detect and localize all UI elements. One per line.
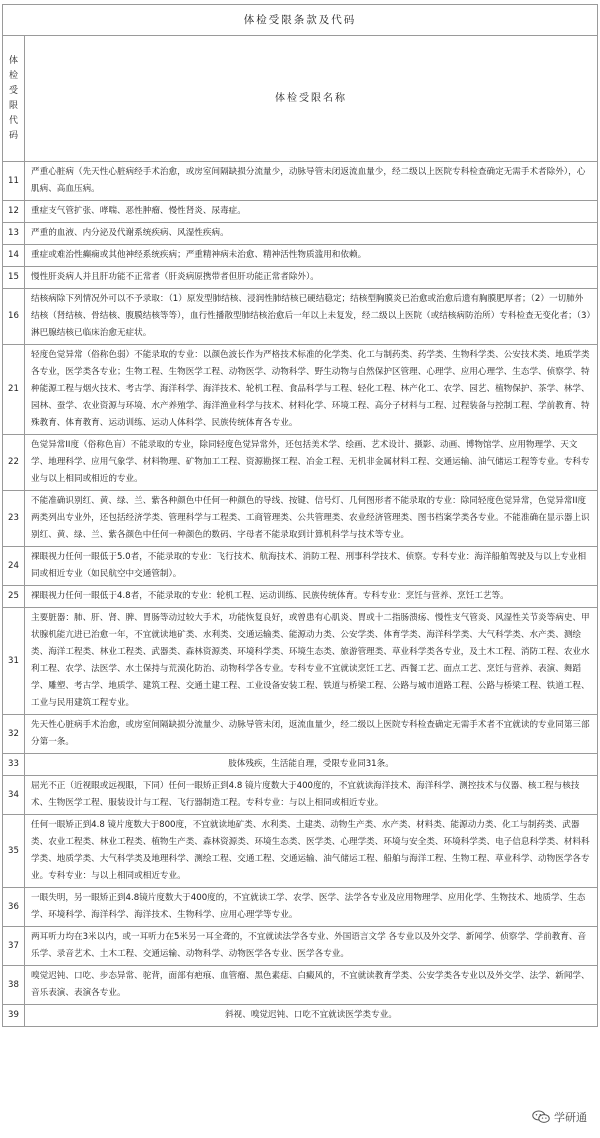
table-title: 体检受限条款及代码 bbox=[3, 5, 598, 36]
restriction-description: 两耳听力均在3米以内，或一耳听力在5米另一耳全聋的，不宜就读法学各专业、外国语言文学 各专业以及外交学、新闻学、侦察学、学前教育、音乐学、录音艺术、土木工程、交通运输、动物科学、动物医学各专业、医学各专业。 bbox=[25, 927, 598, 966]
restriction-description: 结核病除下列情况外可以不予录取：（1）原发型肺结核、浸润性肺结核已硬结稳定；结核型胸膜炎已治愈或治愈后遗有胸膜肥厚者；（2）一切肺外结核（肾结核、骨结核、腹膜结核等等），血行性播散型肺结核治愈后一年以上未复发，经二级以上医院（或结核病防治所）专科检查无变化者；（3）淋巴腺结核已临床治愈无症状。 bbox=[25, 289, 598, 345]
restriction-code: 25 bbox=[3, 586, 25, 608]
restriction-code: 24 bbox=[3, 547, 25, 586]
table-row bbox=[3, 162, 598, 201]
table-row bbox=[3, 491, 598, 547]
restriction-description: 色觉异常II度（俗称色盲）不能录取的专业，除同轻度色觉异常外，还包括美术学、绘画、艺术设计、摄影、动画、博物馆学、应用物理学、天文学、地理科学、应用气象学、材料物理、矿物加工工程、资源勘探工程、冶金工程、无机非金属材料工程、交通运输、油气储运工程等专业。专科专业与以上相同或相近的专业。 bbox=[25, 435, 598, 491]
table-row bbox=[3, 966, 598, 1005]
table-row bbox=[3, 608, 598, 715]
table-row bbox=[3, 435, 598, 491]
restriction-description: 严重心脏病（先天性心脏病经手术治愈，或房室间隔缺损分流量少，动脉导管未闭返流血量少，经二级以上医院专科检查确定无需手术者除外），心肌病、高血压病。 bbox=[25, 162, 598, 201]
code-column-header bbox=[3, 36, 25, 162]
restriction-code: 34 bbox=[3, 776, 25, 815]
restriction-code: 39 bbox=[3, 1005, 25, 1027]
table-row bbox=[3, 776, 598, 815]
table-row bbox=[3, 245, 598, 267]
table-row bbox=[3, 345, 598, 435]
restriction-code: 21 bbox=[3, 345, 25, 435]
restriction-description: 慢性肝炎病人并且肝功能不正常者（肝炎病原携带者但肝功能正常者除外）。 bbox=[25, 267, 598, 289]
table-row bbox=[3, 888, 598, 927]
restriction-description: 任何一眼矫正到4.8 镜片度数大于800度，不宜就读地矿类、水利类、土建类、动物生产类、水产类、材料类、能源动力类、化工与制药类、武器类、农业工程类、林业工程类、植物生产类、森林资源类、环境生态类、医学类、心理学类、环境与安全类、环境科学类、电子信息科学类、材料科学类、地质学类、大气科学类及地理科学、测绘工程、交通工程、交通运输、油气储运工程、船舶与海洋工程、生物工程、草业科学、动物医学各专业。专科专业：与以上相同或相近专业。 bbox=[25, 815, 598, 888]
table-header-row bbox=[3, 36, 598, 162]
table-row bbox=[3, 201, 598, 223]
restriction-description: 不能准确识别红、黄、绿、兰、紫各种颜色中任何一种颜色的导线、按键、信号灯、几何图形者不能录取的专业：除同轻度色觉异常，色觉异常II度两类列出专业外，还包括经济学类、管理科学与工程类、工商管理类、公共管理类、农业经济管理类、图书档案学类各专业。不能准确在显示器上识别红、黄、绿、兰、紫各颜色中任何一种颜色的数码、字母者不能录取到计算机科学与技术等专业。 bbox=[25, 491, 598, 547]
table-row bbox=[3, 815, 598, 888]
restriction-description: 重症支气管扩张、哮喘、恶性肿瘤、慢性肾炎、尿毒症。 bbox=[25, 201, 598, 223]
watermark bbox=[529, 1108, 590, 1126]
restriction-code: 31 bbox=[3, 608, 25, 715]
restriction-code: 22 bbox=[3, 435, 25, 491]
restriction-description: 屈光不正（近视眼或远视眼，下同）任何一眼矫正到4.8 镜片度数大于400度的，不宜就读海洋技术、海洋科学、测控技术与仪器、核工程与核技术、生物医学工程、服装设计与工程、飞行器制造工程。专科专业：与以上相同或相近专业。 bbox=[25, 776, 598, 815]
table-row bbox=[3, 547, 598, 586]
restriction-description: 主要脏器：肺、肝、肾、脾、胃肠等动过较大手术，功能恢复良好，或曾患有心肌炎、胃或十二指肠溃疡、慢性支气管炎、风湿性关节炎等病史、甲状腺机能亢进已治愈一年，不宜就读地矿类、水利类、交通运输类、能源动力类、公安学类、体育学类、海洋科学类、大气科学类、水产类、测绘类、海洋工程类、林业工程类、武器类、森林资源类、环境科学类、环境生态类、旅游管理类、草业科学类各专业，及土木工程、消防工程、农业水利工程、农学、法医学、水土保持与荒漠化防治、动物科学各专业。专科专业不宜就读烹饪工艺、西餐工艺、面点工艺、烹饪与营养、表演、舞蹈学、雕塑、考古学、地质学、建筑工程、交通土建工程、工业设备安装工程、铁道与桥梁工程、公路与城市道路工程、公路与桥梁工程、铁道工程、工业与民用建筑工程专业。 bbox=[25, 608, 598, 715]
table-row bbox=[3, 1005, 598, 1027]
restriction-code: 37 bbox=[3, 927, 25, 966]
restriction-code: 15 bbox=[3, 267, 25, 289]
restriction-code: 35 bbox=[3, 815, 25, 888]
restriction-code: 33 bbox=[3, 754, 25, 776]
restriction-code: 23 bbox=[3, 491, 25, 547]
restriction-code: 11 bbox=[3, 162, 25, 201]
wechat-icon bbox=[532, 1110, 550, 1124]
table-row bbox=[3, 223, 598, 245]
table-title-row bbox=[3, 5, 598, 36]
table-row bbox=[3, 927, 598, 966]
restriction-description: 先天性心脏病手术治愈，或房室间隔缺损分流量少、动脉导管未闭，返流血量少，经二级以上医院专科检查确定无需手术者不宜就读的专业同第三部分第一条。 bbox=[25, 715, 598, 754]
watermark-text: 学研通 bbox=[554, 1111, 587, 1124]
restriction-code: 16 bbox=[3, 289, 25, 345]
table-row bbox=[3, 586, 598, 608]
restriction-description: 裸眼视力任何一眼低于4.8者，不能录取的专业：轮机工程、运动训练、民族传统体育。专科专业：烹饪与营养、烹饪工艺等。 bbox=[25, 586, 598, 608]
restriction-description: 肢体残疾，生活能自理，受限专业同31条。 bbox=[25, 754, 598, 776]
restriction-code: 12 bbox=[3, 201, 25, 223]
table-row bbox=[3, 715, 598, 754]
restriction-description: 轻度色觉异常（俗称色弱）不能录取的专业：以颜色波长作为严格技术标准的化学类、化工与制药类、药学类、生物科学类、公安技术类、地质学类各专业，医学类各专业；生物工程、生物医学工程、动物医学、动物科学、野生动物与自然保护区管理、心理学、应用心理学、生态学、侦察学、特种能源工程与烟火技术、考古学、海洋科学、海洋技术、轮机工程、食品科学与工程、轻化工程、林产化工、农学、园艺、植物保护、茶学、林学、园林、蚕学、农业资源与环境、水产养殖学、海洋渔业科学与技术、材料化学、环境工程、高分子材料与工程、过程装备与控制工程、学前教育、特殊教育、体育教育、运动训练、运动人体科学、民族传统体育各专业。 bbox=[25, 345, 598, 435]
restriction-description: 一眼失明，另一眼矫正到4.8镜片度数大于400度的，不宜就读工学、农学、医学、法学各专业及应用物理学、应用化学、生物技术、地质学、生态学、环境科学、海洋科学、海洋技术、生物科学、应用心理学等专业。 bbox=[25, 888, 598, 927]
table-row bbox=[3, 267, 598, 289]
code-column-header-label: 体 检 受 限 代 码 bbox=[8, 55, 18, 141]
restriction-description: 重症或难治性癫痫或其他神经系统疾病；严重精神病未治愈、精神活性物质滥用和依赖。 bbox=[25, 245, 598, 267]
table-row bbox=[3, 754, 598, 776]
restriction-code: 36 bbox=[3, 888, 25, 927]
restriction-code: 14 bbox=[3, 245, 25, 267]
name-column-header: 体检受限名称 bbox=[25, 36, 598, 162]
restriction-description: 斜视、嗅觉迟钝、口吃不宜就读医学类专业。 bbox=[25, 1005, 598, 1027]
restriction-description: 裸眼视力任何一眼低于5.0者，不能录取的专业：飞行技术、航海技术、消防工程、刑事科学技术、侦察。专科专业：海洋船舶驾驶及与以上专业相同或相近专业（如民航空中交通管制）。 bbox=[25, 547, 598, 586]
table-row bbox=[3, 289, 598, 345]
restriction-code: 13 bbox=[3, 223, 25, 245]
restriction-table bbox=[2, 4, 598, 1027]
restriction-code: 32 bbox=[3, 715, 25, 754]
restriction-code: 38 bbox=[3, 966, 25, 1005]
restriction-description: 嗅觉迟钝、口吃、步态异常、驼背，面部有疤痕、血管瘤、黑色素痣、白癜风的，不宜就读教育学类、公安学类各专业以及外交学、法学、新闻学、音乐表演、表演各专业。 bbox=[25, 966, 598, 1005]
restriction-description: 严重的血液、内分泌及代谢系统疾病、风湿性疾病。 bbox=[25, 223, 598, 245]
